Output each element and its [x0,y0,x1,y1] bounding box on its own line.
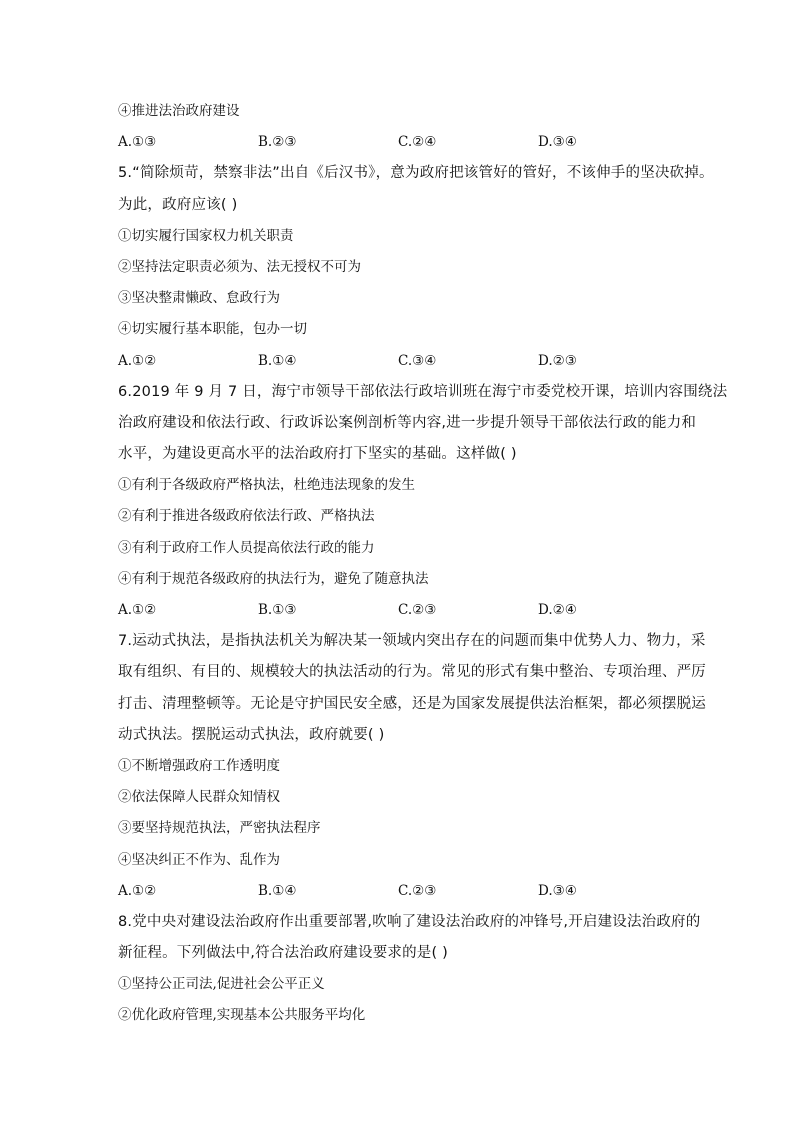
question-stem-line: 治政府建设和依法行政、行政诉讼案例剖析等内容,进一步提升领导干部依法行政的能力和 [118,414,697,431]
choice-c[interactable]: C.②③ [398,602,437,618]
choice-c[interactable]: C.②④ [398,134,437,151]
option-line: ③要坚持规范执法，严密执法程序 [118,820,321,837]
choice-b[interactable]: B.①④ [258,882,297,899]
choice-b[interactable]: B.①④ [258,352,297,369]
answer-choices [118,595,678,626]
question-7 [118,626,706,907]
question-stem-line: 为此，政府应该( ) [118,196,238,213]
choice-a[interactable]: A.①② [118,602,157,618]
question-6 [118,377,728,627]
choice-d[interactable]: D.③④ [538,134,577,151]
choice-d[interactable]: D.②④ [538,602,577,618]
answer-choices [118,876,678,907]
choice-c[interactable]: C.③④ [398,352,437,369]
option-line: ①有利于各级政府严格执法，杜绝违法现象的发生 [118,477,415,494]
option-line: ②优化政府管理,实现基本公共服务平均化 [118,1007,366,1024]
question-stem-line: 打击、清理整顿等。无论是守护国民安全感，还是为国家发展提供法治框架，都必须摆脱运 [118,695,706,712]
option-line: ②坚持法定职责必须为、法无授权不可为 [118,258,361,275]
option-line: ④推进法治政府建设 [118,103,240,119]
question-stem-line: 水平，为建设更高水平的法治政府打下坚实的基础。这样做( ) [118,446,517,463]
answer-choices [118,346,678,377]
choice-b[interactable]: B.①③ [258,602,297,618]
question-4-tail [118,96,678,158]
answer-choices [118,127,678,158]
choice-b[interactable]: B.②③ [258,134,297,151]
choice-a[interactable]: A.①③ [118,134,157,151]
option-line: ④有利于规范各级政府的执法行为，避免了随意执法 [118,570,429,587]
option-line: ③有利于政府工作人员提高依法行政的能力 [118,539,375,556]
option-line: ①坚持公正司法,促进社会公平正义 [118,976,325,993]
question-5 [118,158,714,376]
question-stem-line: 7.运动式执法，是指执法机关为解决某一领域内突出存在的问题而集中优势人力、物力，采 [118,633,706,650]
option-line: ④坚决纠正不作为、乱作为 [118,851,280,868]
choice-d[interactable]: D.③④ [538,882,577,899]
choice-c[interactable]: C.②③ [398,882,437,899]
option-line: ③坚决整肃懒政、怠政行为 [118,290,280,307]
question-8 [118,907,701,1032]
question-stem-line: 6.2019 年 9 月 7 日，海宁市领导干部依法行政培训班在海宁市委党校开课，培训内容围绕法 [118,383,728,400]
option-line: ②有利于推进各级政府依法行政、严格执法 [118,508,375,525]
option-line: ①切实履行国家权力机关职责 [118,227,294,244]
question-stem-line: 取有组织、有目的、规模较大的执法活动的行为。常见的形式有集中整治、专项治理、严厉 [118,664,706,681]
choice-a[interactable]: A.①② [118,352,157,369]
choice-d[interactable]: D.②③ [538,352,577,369]
option-line: ①不断增强政府工作透明度 [118,757,280,774]
option-line: ②依法保障人民群众知情权 [118,789,280,806]
question-stem-line: 新征程。下列做法中,符合法治政府建设要求的是( ) [118,945,449,962]
exam-page [118,96,728,1032]
choice-a[interactable]: A.①② [118,882,157,899]
question-stem-line: 动式执法。摆脱运动式执法，政府就要( ) [118,726,385,743]
option-line: ④切实履行基本职能，包办一切 [118,321,307,338]
question-stem-line: 8.党中央对建设法治政府作出重要部署,吹响了建设法治政府的冲锋号,开启建设法治政府的 [118,913,701,930]
question-stem-line: 5.“简除烦苛，禁察非法”出自《后汉书》，意为政府把该管好的管好，不该伸手的坚决砍掉。 [118,165,714,182]
